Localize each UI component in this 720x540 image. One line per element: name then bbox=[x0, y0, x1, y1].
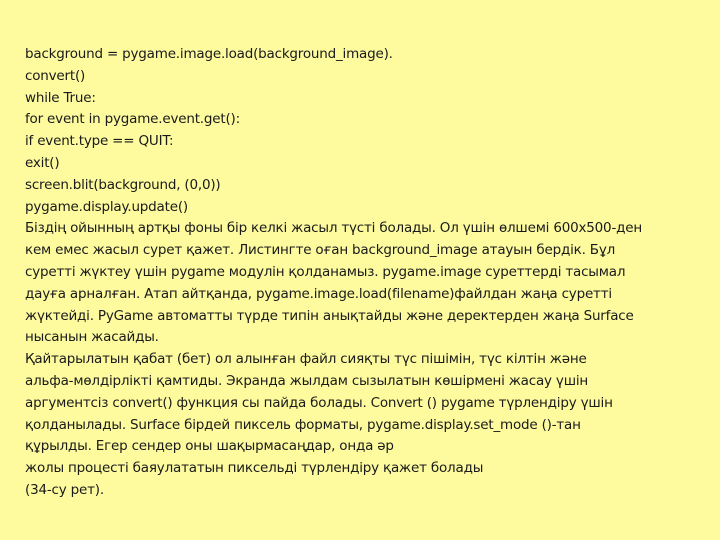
text-line: (34-су рет). bbox=[25, 481, 104, 498]
code-line: while True: bbox=[25, 89, 96, 106]
text-line: қолданылады. Surface бірдей пиксель форматы, pygame.display.set_mode ()-тан bbox=[25, 416, 581, 433]
code-line: background = pygame.image.load(background_image). bbox=[25, 46, 393, 62]
code-line: for event in pygame.event.get(): bbox=[25, 111, 240, 128]
text-line: жолы процесті баяулататын пиксельді түрлендіру қажет болады bbox=[25, 460, 484, 477]
text-line: суретті жүктеу үшін pygame модулін қолданамыз. pygame.image суреттерді тасымал bbox=[25, 263, 626, 280]
text-line: аргументсіз convert() функция сы пайда болады. Convert () pygame түрлендіру үшін bbox=[25, 394, 613, 411]
text-line: құрылды. Егер сендер оны шақырмасаңдар, онда әр bbox=[25, 438, 394, 455]
code-line: screen.blit(background, (0,0)) bbox=[25, 176, 221, 193]
text-line: Біздің ойынның артқы фоны бір келкі жасыл түсті болады. Ол үшін өлшемі 600х500-ден bbox=[25, 220, 642, 237]
code-line: if event.type == QUIT: bbox=[25, 133, 174, 150]
code-block bbox=[25, 44, 712, 218]
text-line: нысанын жасайды. bbox=[25, 329, 159, 346]
code-line: convert() bbox=[25, 67, 86, 84]
text-line: дауға арналған. Атап айтқанда, pygame.image.load(filename)файлдан жаңа суретті bbox=[25, 285, 612, 302]
paragraph-1 bbox=[25, 218, 712, 349]
text-line: Қайтарылатын қабат (бет) ол алынған файл сияқты түс пішімін, түс кілтін және bbox=[25, 351, 587, 368]
paragraph-2 bbox=[25, 349, 712, 502]
text-line: жүктейді. PyGame автоматты түрде типін анықтайды және деректерден жаңа Surface bbox=[25, 307, 634, 324]
text-line: альфа-мөлдірлікті қамтиды. Экранда жылдам сызылатын көшірмені жасау үшін bbox=[25, 372, 589, 389]
code-line: exit() bbox=[25, 154, 60, 171]
text-line: кем емес жасыл сурет қажет. Листингте оған background_image атауын бердік. Бұл bbox=[25, 242, 616, 259]
code-line: pygame.display.update() bbox=[25, 198, 188, 215]
